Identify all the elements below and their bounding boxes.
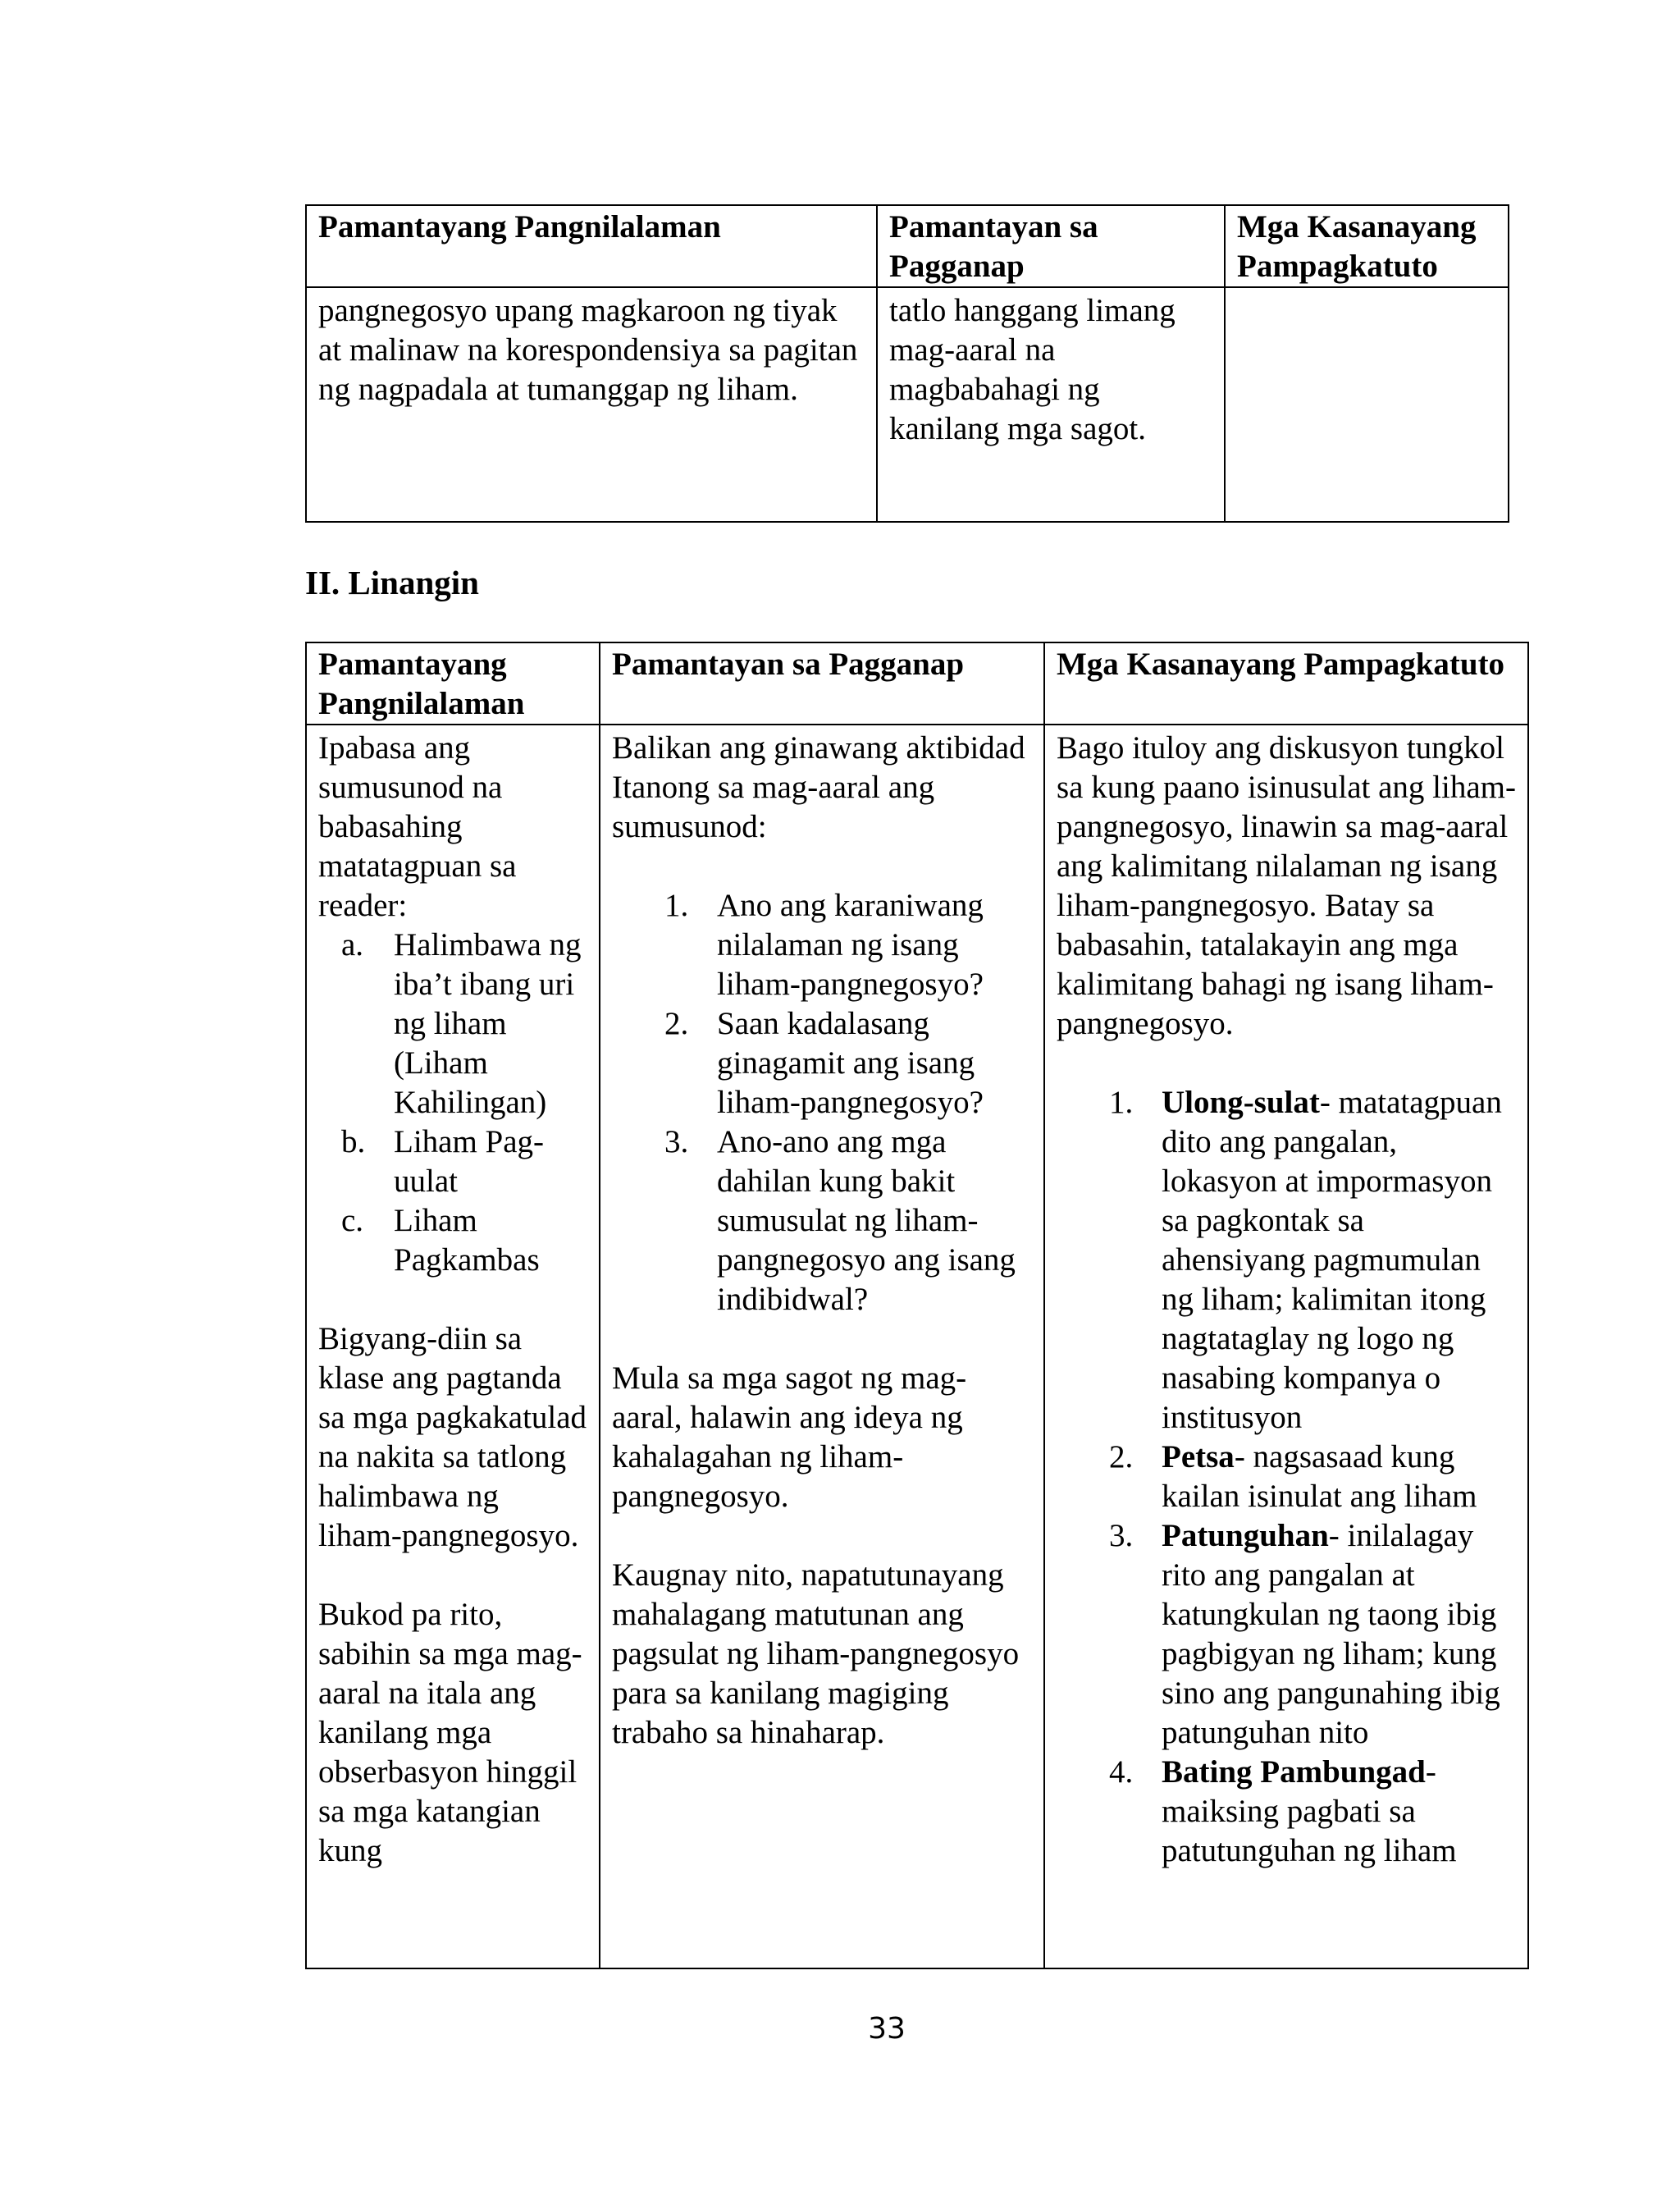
section-heading: II. Linangin <box>305 564 479 601</box>
paragraph: Bukod pa rito, sabihin sa mga mag-aaral na itala ang kanilang mga obserbasyon hinggil sa mga katangian kung <box>318 1597 582 1868</box>
header-mga-kasanayang-pampagkatuto: Mga Kasanayang Pampagkatuto <box>1044 642 1528 725</box>
reading-list <box>318 926 587 1280</box>
question-list <box>612 886 1032 1319</box>
performance-standard-cell <box>600 725 1044 1968</box>
header-pamantayan-sa-pagganap: Pamantayan sa Pagganap <box>877 205 1225 287</box>
list-item: 3. Patunguhan- inilalagay rito ang pangalan at katungkulan ng taong ibig pagbigyan ng liham; kung sino ang pangunahing ibig patunguhan nito <box>1109 1518 1500 1750</box>
paragraph: Bago ituloy ang diskusyon tungkol sa kung paano isinusulat ang liham-pangnegosyo, linawin sa mag-aaral ang kalimitang nilalaman ng isang liham-pangnegosyo. Batay sa babasahin, tatalakayin ang mga kalimitang bahagi ng isang liham-pangnegosyo. <box>1057 730 1516 1041</box>
list-item: 4. Bating Pambungad- maiksing pagbati sa patutunguhan ng liham <box>1109 1754 1457 1868</box>
list-item: b. Liham Pag-uulat <box>341 1124 545 1199</box>
paragraph: Bigyang-diin sa klase ang pagtanda sa mga pagkakatulad na nakita sa tatlong halimbawa ng liham-pangnegosyo. <box>318 1321 587 1553</box>
list-item: 1. Ulong-sulat- matatagpuan dito ang pangalan, lokasyon at impormasyon sa pagkontak sa ahensiyang pagmumulan ng liham; kalimitan itong nagtataglay ng logo ng nasabing kompanya o institusyon <box>1109 1085 1502 1435</box>
standards-table-continued <box>305 204 1509 523</box>
performance-standard-cell: tatlo hanggang limang mag-aaral na magbabahagi ng kanilang mga sagot. <box>877 287 1225 522</box>
paragraph: Mula sa mga sagot ng mag-aaral, halawin ang ideya ng kahalagahan ng liham-pangnegosyo. <box>612 1360 967 1514</box>
competencies-cell <box>1225 287 1509 522</box>
content-standard-cell <box>306 725 600 1968</box>
header-pamantayang-pangnilalaman: Pamantayang Pangnilalaman <box>306 205 877 287</box>
header-pamantayang-pangnilalaman: Pamantayang Pangnilalaman <box>306 642 600 725</box>
linangin-table <box>305 642 1529 1969</box>
letter-parts-list <box>1057 1083 1516 1871</box>
list-item: 2. Saan kadalasang ginagamit ang isang liham-pangnegosyo? <box>664 1006 984 1120</box>
paragraph: Ipabasa ang sumusunod na babasahing matatagpuan sa reader: <box>318 730 517 923</box>
header-pamantayan-sa-pagganap: Pamantayan sa Pagganap <box>600 642 1044 725</box>
header-mga-kasanayang-pampagkatuto: Mga Kasanayang Pampagkatuto <box>1225 205 1509 287</box>
list-item: 2. Petsa- nagsasaad kung kailan isinulat ang liham <box>1109 1439 1477 1514</box>
list-item: 1. Ano ang karaniwang nilalaman ng isang liham-pangnegosyo? <box>664 888 984 1002</box>
list-item: c. Liham Pagkambas <box>341 1203 540 1278</box>
content-standard-cell: pangnegosyo upang magkaroon ng tiyak at malinaw na korespondensiya sa pagitan ng nagpadala at tumanggap ng liham. <box>306 287 877 522</box>
page-number: 33 <box>868 2012 906 2046</box>
list-item: a. Halimbawa ng iba’t ibang uri ng liham (Liham Kahilingan) <box>341 927 582 1120</box>
competencies-cell <box>1044 725 1528 1968</box>
paragraph: Kaugnay nito, napatutunayang mahalagang matutunan ang pagsulat ng liham-pangnegosyo para sa kanilang magiging trabaho sa hinaharap. <box>612 1557 1020 1750</box>
list-item: 3. Ano-ano ang mga dahilan kung bakit sumusulat ng liham-pangnegosyo ang isang indibidwal? <box>664 1124 1016 1317</box>
paragraph: Balikan ang ginawang aktibidad Itanong sa mag-aaral ang sumusunod: <box>612 730 1025 844</box>
